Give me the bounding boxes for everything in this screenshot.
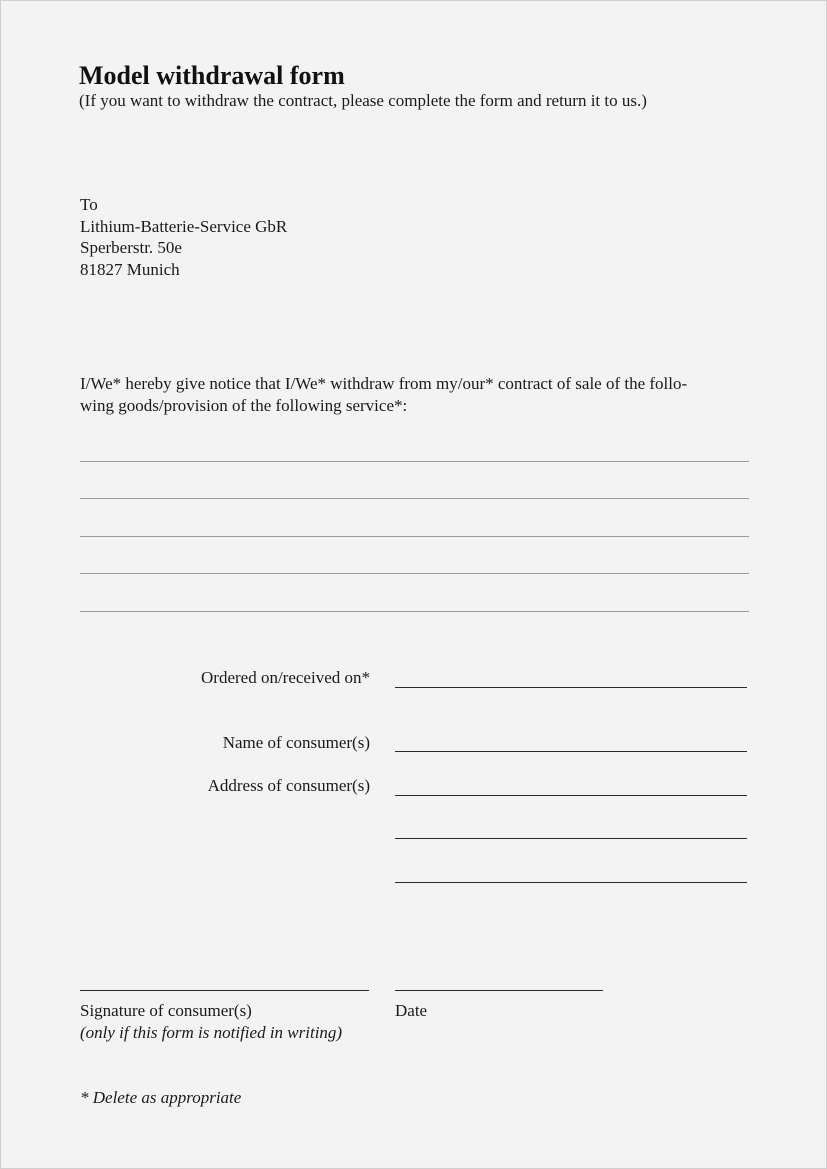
consumer-name-field[interactable] xyxy=(395,751,747,752)
ordered-on-field[interactable] xyxy=(395,687,747,688)
goods-entry-line-5[interactable] xyxy=(80,611,749,612)
recipient-street: Sperberstr. 50e xyxy=(80,238,182,257)
page-subtitle: (If you want to withdraw the contract, please complete the form and return it to us.) xyxy=(79,91,647,110)
signature-label: Signature of consumer(s) xyxy=(80,1001,252,1020)
goods-entry-line-1[interactable] xyxy=(80,461,749,462)
notice-line-1: I/We* hereby give notice that I/We* withdraw from my/our* contract of sale of the follo- xyxy=(80,374,688,393)
consumer-address-field-1[interactable] xyxy=(395,795,747,796)
goods-entry-line-3[interactable] xyxy=(80,536,749,537)
recipient-city: 81827 Munich xyxy=(80,259,180,279)
consumer-address-field-3[interactable] xyxy=(395,882,747,883)
footnote: * Delete as appropriate xyxy=(80,1088,242,1107)
signature-field[interactable] xyxy=(80,990,369,991)
consumer-address-field-2[interactable] xyxy=(395,838,747,839)
withdrawal-notice xyxy=(80,373,750,417)
consumer-name-label: Name of consumer(s) xyxy=(222,733,370,752)
goods-entry-line-4[interactable] xyxy=(80,573,749,574)
page-title: Model withdrawal form xyxy=(79,61,345,90)
goods-entry-line-2[interactable] xyxy=(80,498,749,499)
date-label: Date xyxy=(395,1001,428,1020)
recipient-to: To xyxy=(80,195,98,214)
recipient-company: Lithium-Batterie-Service GbR xyxy=(80,216,288,236)
notice-line-2: wing goods/provision of the following service*: xyxy=(80,396,408,415)
recipient-address xyxy=(80,194,287,280)
consumer-address-label: Address of consumer(s) xyxy=(207,776,370,795)
date-field[interactable] xyxy=(395,990,603,991)
signature-note: (only if this form is notified in writing) xyxy=(80,1023,343,1042)
ordered-on-label: Ordered on/received on* xyxy=(201,668,370,687)
